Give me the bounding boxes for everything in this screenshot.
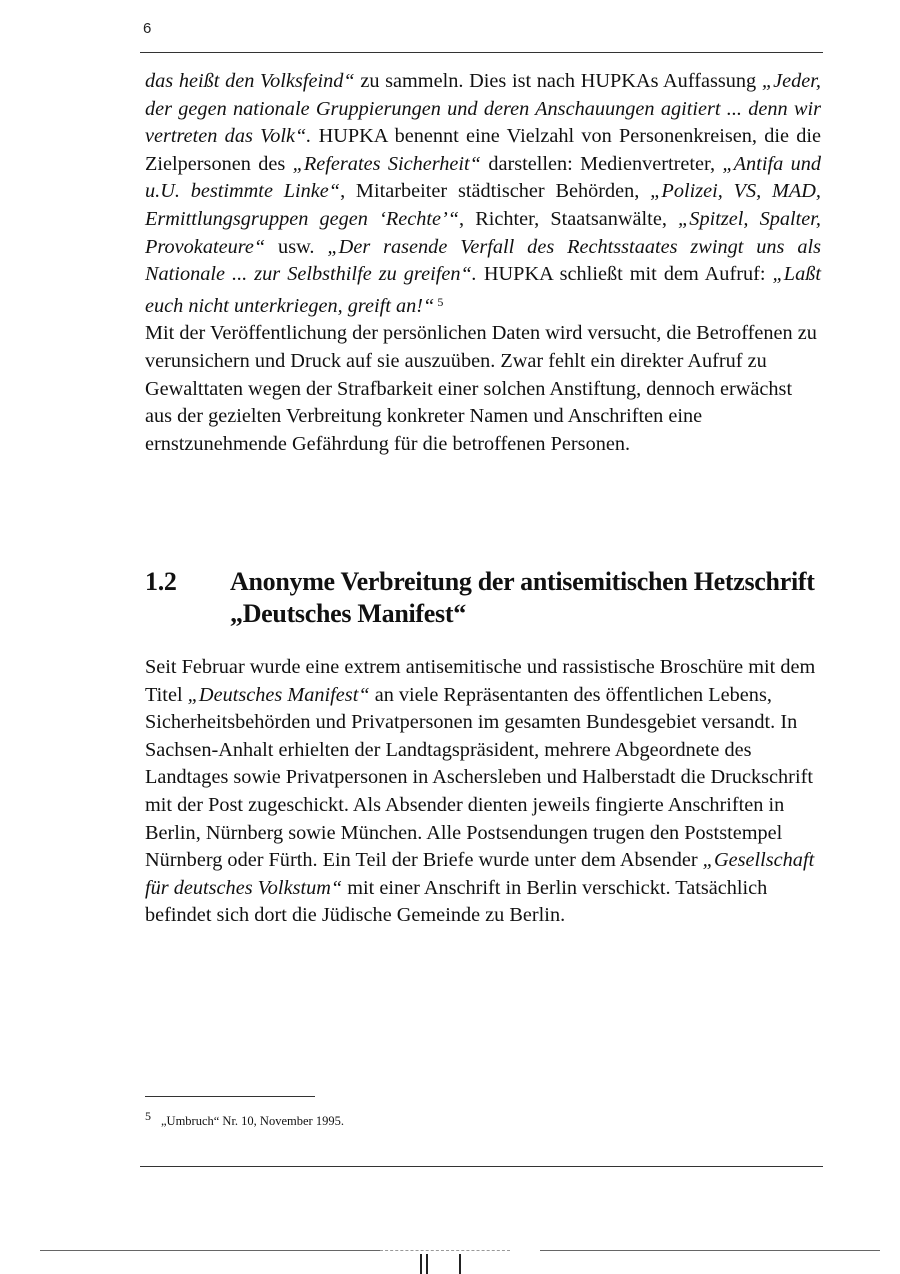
footnote-reference: 5: [434, 294, 444, 309]
p1-run-quote: „Der rasende Verfall des Rechtsstaates zwingt uns als Nationale ... zur Selbsthilfe zu greifen“.: [145, 235, 821, 286]
paragraph-publication-effect: Mit der Veröffentlichung der persönlichen Daten wird versucht, die Betroffenen zu verunsichern und Druck auf sie auszuüben. Zwar fehlt ein direkter Aufruf zu Gewalttaten wegen der Strafbarkeit einer solchen Anstiftung, dennoch erwächst aus der gezielten Verbreitung konkreter Namen und Anschriften eine ernstzunehmende Gefährdung für die betroffenen Personen.: [145, 322, 817, 455]
footnote-rule: [145, 1096, 315, 1097]
p3-run-quote: „Deutsches Manifest“: [187, 683, 370, 706]
footnote: [145, 1108, 344, 1129]
p1-run-quote: „Spitzel, Spalter, Provokateure“: [145, 207, 821, 258]
p3-run-text: mit einer Anschrift in Berlin verschickt. Tatsächlich befindet sich dort die Jüdische Gemeinde zu Berlin.: [145, 876, 768, 927]
p1-run-text: usw.: [265, 235, 328, 258]
binder-mark-middle: [426, 1254, 428, 1274]
p3-run-text: an viele Repräsentanten des öffentlichen Lebens, Sicherheitsbehörden und Privatpersonen im gesamten Bundesgebiet versandt. In Sachsen-Anhalt erhielten der Landtagspräsident, mehrere Abgeordnete des Landtages sowie Privatpersonen in Aschersleben und Halberstadt die Druckschrift mit der Post zugeschickt. Als Absender dienten jeweils fingierte Anschriften in Berlin, Nürnberg sowie München. Alle Postsendungen trugen den Poststempel Nürnberg oder Fürth. Ein Teil der Briefe wurde unter dem Absender: [145, 683, 813, 872]
footnote-mark: 5: [145, 1109, 151, 1123]
p1-run-text: HUPKA schließt mit dem Aufruf:: [476, 263, 773, 286]
p1-run-quote: „Jeder, der gegen nationale Gruppierungen und deren Anschauungen agitiert ... denn wir vertreten das Volk“.: [145, 70, 821, 148]
p1-run-quote: „Polizei, VS, MAD, Ermittlungsgruppen gegen ‘Rechte’“: [145, 180, 821, 230]
p1-run-text: HUPKA benennt eine Vielzahl von Personenkreisen, die die Zielpersonen des: [145, 125, 821, 175]
p3-run-text: Seit Februar wurde eine extrem antisemitische und rassistische Broschüre mit dem Titel: [145, 656, 816, 706]
paragraph-deutsches-manifest: [145, 654, 821, 930]
p1-run-quote: das heißt den Volksfeind“: [145, 70, 355, 92]
p3-run-quote: „Gesellschaft für deutsches Volkstum“: [145, 849, 815, 899]
section-number: 1.2: [145, 567, 177, 596]
body-text-top: [145, 68, 821, 458]
scan-edge-right: [540, 1250, 880, 1251]
binder-mark-left: [420, 1254, 422, 1274]
p1-run-quote: „Laßt euch nicht unterkriegen, greift an!“: [145, 263, 821, 317]
header-rule: [140, 52, 823, 53]
p1-run-text: darstellen: Medienvertreter,: [480, 152, 723, 175]
paragraph-hupka-quote: [145, 68, 821, 320]
section-title: Anonyme Verbreitung der antisemitischen Hetzschrift „Deutsches Manifest“: [230, 567, 815, 628]
p1-run-text: zu sammeln. Dies ist nach HUPKAs Auffassung: [354, 70, 762, 92]
binder-mark-right: [459, 1254, 461, 1274]
p1-run-text: , Mitarbeiter städtischer Behörden,: [340, 180, 651, 203]
footnote-text: „Umbruch“ Nr. 10, November 1995.: [161, 1114, 344, 1128]
scan-edge-center: [380, 1250, 510, 1251]
p1-run-quote: „Antifa und u.U. bestimmte Linke“: [145, 152, 821, 203]
body-text-section: [145, 654, 821, 930]
p1-run-text: , Richter, Staatsanwälte,: [459, 207, 679, 230]
scan-edge-left: [40, 1250, 380, 1251]
footer-rule: [140, 1166, 823, 1167]
p1-run-quote: „Referates Sicherheit“: [292, 152, 481, 175]
page-number: 6: [143, 20, 152, 37]
